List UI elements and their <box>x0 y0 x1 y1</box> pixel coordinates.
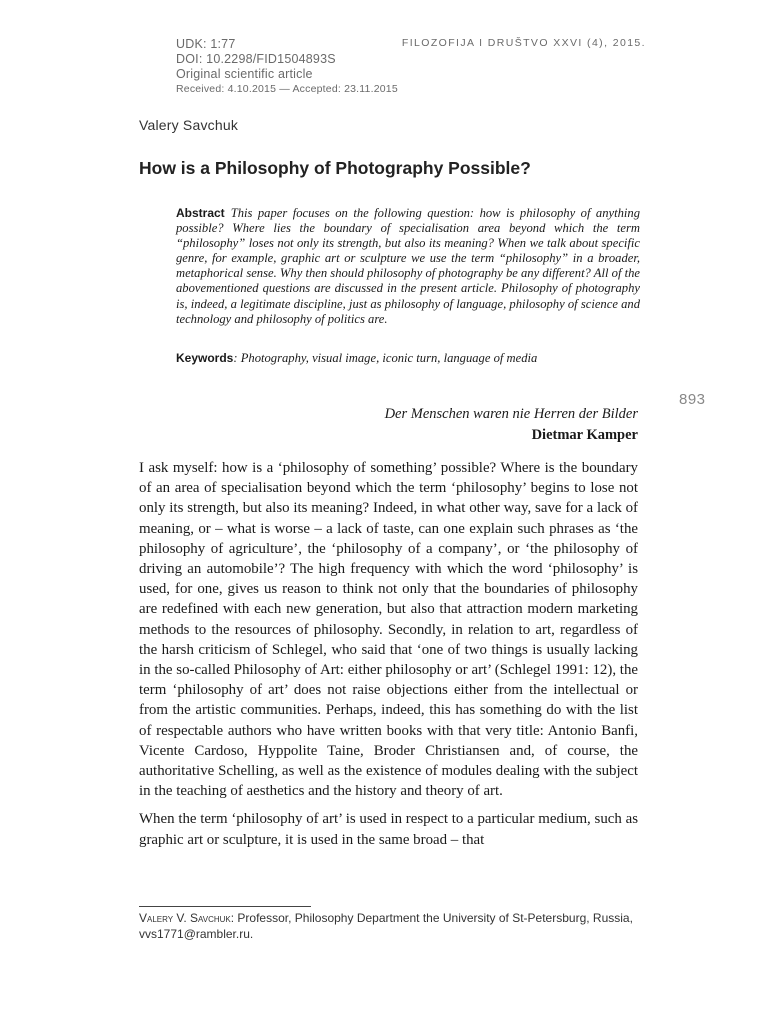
author-footnote <box>139 911 644 942</box>
article-title: How is a Philosophy of Photography Possible? <box>139 158 531 178</box>
abstract-text: This paper focuses on the following question: how is philosophy of anything possible? Where lies the boundary of specialisation area beyond which the term “philosophy” loses not only its strength, but also its meaning? When we talk about specific genre, for example, graphic art or sculpture we use the term “philosophy” in a broader, metaphorical sense. Why then should philosophy of photography be any different? All of the abovementioned questions are discussed in the present article. Philosophy of photography is, indeed, a legitimate discipline, just as philosophy of language, philosophy of science and technology and philosophy of politics are. <box>176 206 640 326</box>
doi: DOI: 10.2298/FID1504893S <box>176 52 336 66</box>
body-text <box>139 458 638 858</box>
epigraph-author: Dietmar Kamper <box>531 427 638 443</box>
article-type: Original scientific article <box>176 67 313 81</box>
abstract <box>176 206 640 327</box>
epigraph-quote: Der Menschen waren nie Herren der Bilder <box>384 406 638 422</box>
footnote-divider <box>139 906 311 907</box>
author-name: Valery Savchuk <box>139 117 239 133</box>
body-paragraph: When the term ‘philosophy of art’ is used in respect to a particular medium, such as graphic art or sculpture, it is used in the same broad – that <box>139 811 638 848</box>
udk-code: UDK: 1:77 <box>176 37 236 51</box>
footnote-text: : Professor, Philosophy Department the University of St-Petersburg, Russia, vvs1771@rambler.ru. <box>139 911 633 941</box>
footnote-author-name: Valery V. Savchuk <box>139 911 231 925</box>
keywords-label: Keywords <box>176 351 234 365</box>
body-paragraph: I ask myself: how is a ‘philosophy of something’ possible? Where is the boundary of an area of specialisation beyond which the term ‘philosophy’ begins to lose not only its strength, but also its meaning? Indeed, in what other way, save for a lack of meaning, or – what is worse – a lack of taste, can one explain such phrases as ‘the philosophy of agriculture’, the ‘philosophy of a company’, or ‘the philosophy of driving an automobile’? The high frequency with which the word ‘philosophy’ is used, for one, gives us reason to think not only that the boundaries of philosophy are redefined with each new generation, but also that attraction modern marketing methods to the resources of philosophy. Secondly, in relation to art, regardless of the harsh criticism of Schlegel, who said that ‘one of two things is usually lacking in the so-called Philosophy of Art: either philosophy or art’ (Schlegel 1991: 12), the term ‘philosophy of art’ does not raise objections either from the intellectual or from the artistic communities. Perhaps, indeed, this has something do with the list of respectable authors who have written books with that very title: Antonio Banfi, Vicente Cardoso, Hyppolite Taine, Broder Christiansen and, of course, the authoritative Schelling, as well as the existence of modules dealing with the subject in the teaching of aesthetics and the history and theory of art. <box>139 460 638 800</box>
keywords-text: : Photography, visual image, iconic turn, language of media <box>233 351 538 365</box>
article-metadata <box>176 37 646 97</box>
epigraph <box>385 404 638 446</box>
page-number: 893 <box>679 391 706 408</box>
keywords <box>176 351 640 366</box>
journal-citation: FILOZOFIJA I DRUŠTVO XXVI (4), 2015. <box>401 37 646 49</box>
received-accepted-dates: Received: 4.10.2015 — Accepted: 23.11.2015 <box>176 83 398 95</box>
abstract-label: Abstract <box>176 206 225 220</box>
